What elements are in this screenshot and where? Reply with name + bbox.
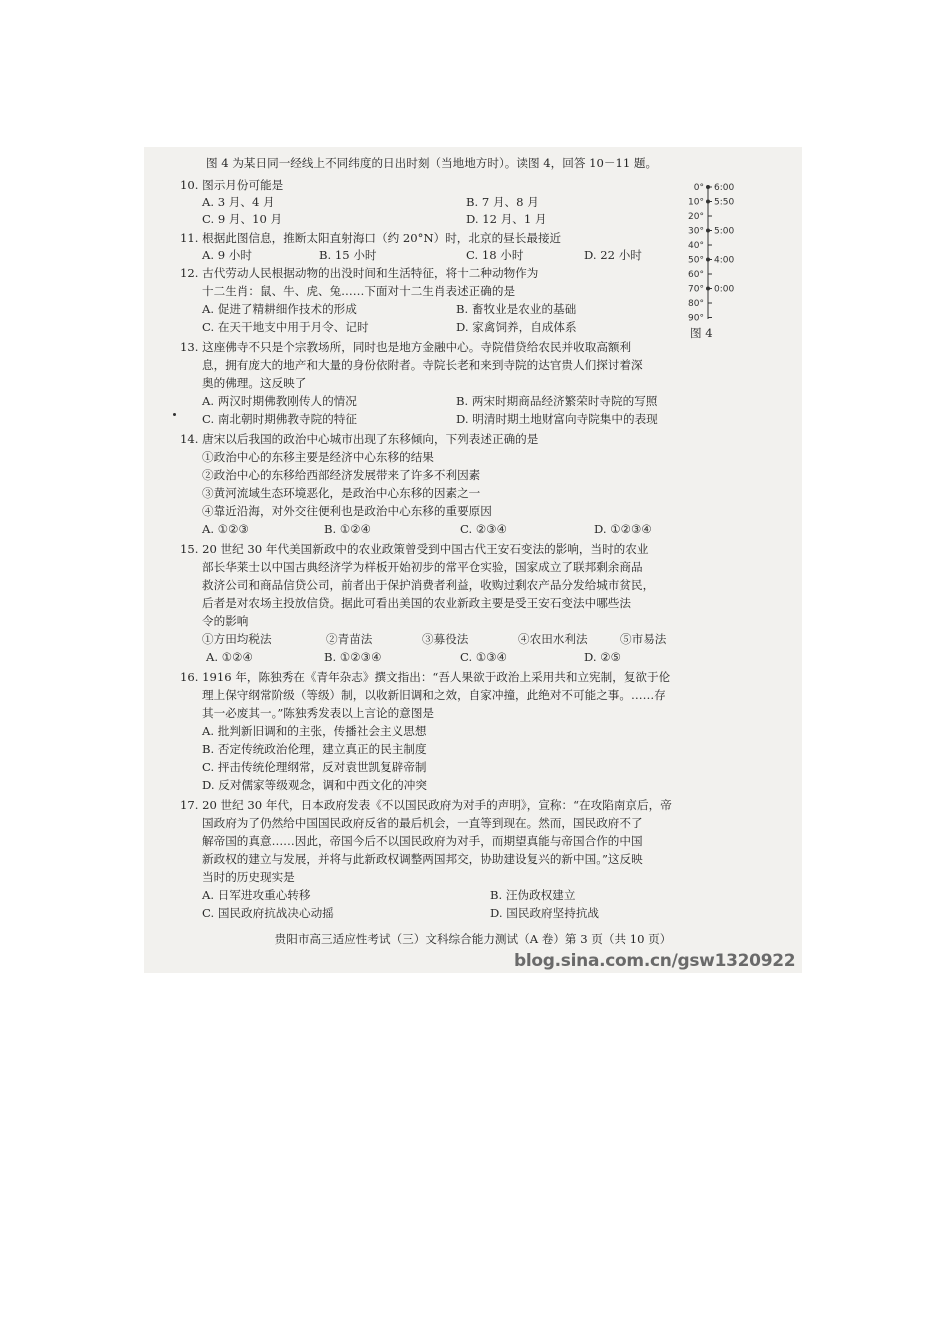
latitude-label: 50° — [688, 255, 704, 266]
q14-option-a: A. ①②③ — [202, 522, 249, 536]
sunrise-point — [706, 258, 710, 262]
q16-option-b: B. 否定传统政治伦理，建立真正的民主制度 — [202, 742, 427, 756]
q12-option-c: C. 在天干地支中用于月令、记时 — [202, 320, 369, 334]
q13-option-c: C. 南北朝时期佛教寺院的特征 — [202, 412, 357, 426]
q17-option-c: C. 国民政府抗战决心动摇 — [202, 906, 334, 920]
stray-dot — [173, 413, 176, 416]
question-15-stem-line2: 部长华莱士以中国古典经济学为样板开始初步的常平仓实验，国家成立了联邦剩余商品 — [202, 560, 643, 574]
question-11-stem: 11. 根据此图信息，推断太阳直射海口（约 20°N）时，北京的昼长最接近 — [180, 231, 562, 245]
q17-option-a: A. 日军进攻重心转移 — [202, 888, 311, 902]
q14-option-d: D. ①②③④ — [594, 522, 652, 536]
sunrise-point — [706, 287, 710, 291]
q10-option-c: C. 9 月、10 月 — [202, 212, 283, 226]
question-16-stem-line2: 理上保守纲常阶级（等级）制，以收新旧调和之效，自家冲撞，此绝对不可能之事。……存 — [202, 688, 666, 702]
latitude-label: 80° — [688, 299, 704, 309]
q16-option-d: D. 反对儒家等级观念，调和中西文化的冲突 — [202, 778, 427, 792]
question-16-stem-line3: 其一必废其一。”陈独秀发表以上言论的意图是 — [202, 706, 435, 720]
intro-text: 图 4 为某日同一经线上不同纬度的日出时刻（当地地方时）。读图 4，回答 10－11 题。 — [206, 156, 658, 170]
question-15-stem-line1: 15. 20 世纪 30 年代美国新政中的农业政策曾受到中国古代王安石变法的影响，当时的农业 — [180, 542, 649, 556]
sunrise-time-label: 4:00 — [714, 255, 735, 266]
sunrise-time-label: 5:50 — [714, 197, 735, 208]
question-13-stem-line3: 奥的佛理。这反映了 — [202, 376, 307, 390]
q14-statement-2: ②政治中心的东移给西部经济发展带来了许多不利因素 — [202, 468, 481, 482]
question-17-stem-line5: 当时的历史现实是 — [202, 870, 295, 884]
sunrise-point — [706, 229, 710, 233]
q14-statement-1: ①政治中心的东移主要是经济中心东移的结果 — [202, 450, 434, 464]
q12-option-d: D. 家禽饲养，自成体系 — [456, 320, 577, 334]
q10-option-a: A. 3 月、4 月 — [202, 195, 275, 209]
question-15-stem-line5: 令的影响 — [202, 614, 249, 628]
q14-statement-4: ④靠近沿海，对外交往便利也是政治中心东移的重要原因 — [202, 504, 492, 518]
latitude-label: 20° — [688, 212, 704, 222]
q15-option-c: C. ①③④ — [460, 650, 508, 664]
q13-option-d: D. 明清时期土地财富向寺院集中的表现 — [456, 412, 658, 426]
q17-option-b: B. 汪伪政权建立 — [490, 888, 576, 902]
sunrise-point — [706, 185, 710, 189]
q12-option-a: A. 促进了精耕细作技术的形成 — [202, 302, 357, 316]
exam-page — [144, 147, 802, 973]
q14-option-b: B. ①②④ — [324, 522, 372, 536]
sunrise-time-label: 5:00 — [714, 226, 735, 237]
latitude-label: 60° — [688, 270, 704, 280]
question-17-stem-line4: 新政权的建立与发展，并将与此新政权调整两国邦交，协助建设复兴的新中国。”这反映 — [202, 852, 643, 866]
q11-option-c: C. 18 小时 — [466, 248, 524, 262]
figure-caption: 图 4 — [690, 326, 713, 340]
q15-option-d: D. ②⑤ — [584, 650, 622, 664]
latitude-label: 30° — [688, 226, 704, 237]
latitude-label: 40° — [688, 241, 704, 251]
sunrise-time-label: 6:00 — [714, 183, 735, 193]
q15-law-5: ⑤市易法 — [620, 632, 667, 646]
q10-option-d: D. 12 月、1 月 — [466, 212, 547, 226]
q17-option-d: D. 国民政府坚持抗战 — [490, 906, 600, 920]
question-15-stem-line3: 救济公司和商品信贷公司，前者出于保护消费者利益，收购过剩农产品分发给城市贫民， — [202, 578, 655, 592]
watermark-text: blog.sina.com.cn/gsw1320922 — [514, 951, 796, 971]
q16-option-c: C. 抨击传统伦理纲常，反对袁世凯复辟帝制 — [202, 760, 427, 774]
latitude-label: 10° — [688, 197, 704, 208]
q15-law-3: ③募役法 — [422, 632, 469, 646]
question-10-stem: 10. 图示月份可能是 — [180, 178, 284, 192]
question-17-stem-line3: 解帝国的真意……因此，帝国今后不以国民政府为对手，而期望真能与帝国合作的中国 — [202, 834, 643, 848]
question-13-stem-line2: 息，拥有庞大的地产和大量的身份依附者。寺院长老和来到寺院的达官贵人们探讨着深 — [202, 358, 643, 372]
q15-option-a: A. ①②④ — [206, 650, 253, 664]
q16-option-a: A. 批判新旧调和的主张，传播社会主义思想 — [202, 724, 427, 738]
latitude-label: 90° — [688, 313, 704, 324]
q11-option-d: D. 22 小时 — [584, 248, 642, 262]
q11-option-a: A. 9 小时 — [202, 248, 252, 262]
question-12-stem-line2: 十二生肖：鼠、牛、虎、兔……下面对十二生肖表述正确的是 — [202, 284, 516, 298]
q11-option-b: B. 15 小时 — [319, 248, 377, 262]
sunrise-point — [706, 200, 710, 204]
q14-option-c: C. ②③④ — [460, 522, 508, 536]
question-12-stem-line1: 12. 古代劳动人民根据动物的出没时间和生活特征，将十二种动物作为 — [180, 266, 539, 280]
q15-law-2: ②青苗法 — [326, 632, 373, 646]
question-17-stem-line1: 17. 20 世纪 30 年代，日本政府发表《不以国民政府为对手的声明》，宣称：“在攻陷南京后，帝 — [180, 798, 672, 812]
page-footer: 贵阳市高三适应性考试（三）文科综合能力测试（A 卷）第 3 页（共 10 页） — [274, 932, 672, 946]
q13-option-a: A. 两汉时期佛教刚传人的情况 — [202, 394, 357, 408]
question-15-stem-line4: 后者是对农场主投放信贷。据此可看出美国的农业新政主要是受王安石变法中哪些法 — [202, 596, 631, 610]
sunrise-time-label: 0:00 — [714, 284, 735, 295]
question-17-stem-line2: 国政府为了仍然给中国国民政府反省的最后机会，一直等到现在。然而，国民政府不了 — [202, 816, 643, 830]
question-14-stem: 14. 唐宋以后我国的政治中心城市出现了东移倾向，下列表述正确的是 — [180, 432, 539, 446]
q15-law-4: ④农田水利法 — [518, 632, 588, 646]
latitude-label: 70° — [688, 284, 704, 295]
q10-option-b: B. 7 月、8 月 — [466, 195, 539, 209]
figure-4-sunrise-chart — [668, 177, 778, 353]
q12-option-b: B. 畜牧业是农业的基础 — [456, 302, 577, 316]
q14-statement-3: ③黄河流域生态环境恶化，是政治中心东移的因素之一 — [202, 486, 481, 500]
q15-option-b: B. ①②③④ — [324, 650, 382, 664]
question-13-stem-line1: 13. 这座佛寺不只是个宗教场所，同时也是地方金融中心。寺院借贷给农民并收取高额利 — [180, 340, 632, 354]
q13-option-b: B. 两宋时期商品经济繁荣时寺院的写照 — [456, 394, 658, 408]
question-16-stem-line1: 16. 1916 年，陈独秀在《青年杂志》撰文指出：“吾人果欲于政治上采用共和立宪制，复欲于伦 — [180, 670, 671, 684]
latitude-label: 0° — [693, 183, 704, 193]
q15-law-1: ①方田均税法 — [202, 632, 272, 646]
